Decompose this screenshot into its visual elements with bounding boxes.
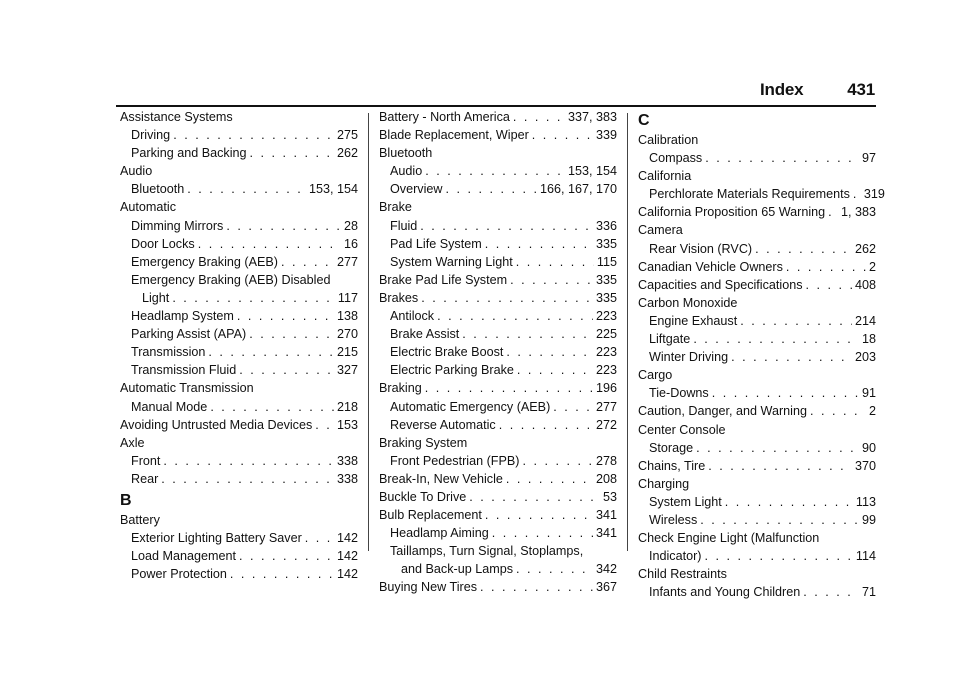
index-entry: [379, 307, 617, 325]
entry-term: Transmission Fluid: [131, 363, 237, 378]
index-entry: [638, 276, 876, 294]
index-heading: Audio: [120, 164, 153, 179]
leader-dots: [803, 583, 859, 601]
leader-dots: [786, 258, 866, 276]
entry-term: Exterior Lighting Battery Saver: [131, 531, 302, 546]
entry-pages: 91: [861, 386, 876, 401]
leader-dots: [480, 578, 593, 596]
index-heading: Charging: [638, 476, 690, 491]
entry-term: Pad Life System: [390, 236, 482, 251]
entry-term: Storage: [649, 440, 694, 455]
entry-term: Buckle To Drive: [379, 489, 467, 504]
index-entry: [120, 565, 358, 583]
entry-term: Fluid: [390, 218, 418, 233]
index-heading: Automatic Transmission: [120, 381, 254, 396]
index-entry: [638, 203, 876, 221]
entry-pages: 208: [595, 471, 617, 486]
index-entry: [120, 361, 358, 379]
index-entry: [120, 416, 358, 434]
index-heading: Braking System: [379, 435, 468, 450]
entry-pages: 203: [854, 350, 876, 365]
entry-term: Infants and Young Children: [649, 585, 801, 600]
entry-pages: 196: [595, 381, 617, 396]
index-entry: [638, 583, 876, 601]
entry-pages: 262: [336, 146, 358, 161]
index-entry: [638, 348, 876, 366]
entry-term: Dimming Mirrors: [131, 218, 224, 233]
entry-pages: 223: [595, 363, 617, 378]
index-letter: C: [638, 112, 650, 129]
entry-term: Brake Pad Life System: [379, 272, 508, 287]
index-entry: [379, 162, 617, 180]
leader-dots: [237, 307, 334, 325]
index-entry: [379, 560, 617, 578]
entry-term: Brakes: [379, 290, 419, 305]
leader-dots: [506, 343, 593, 361]
entry-pages: 225: [595, 327, 617, 342]
index-entry: [120, 452, 358, 470]
index-entry: [120, 289, 358, 307]
leader-dots: [506, 470, 593, 488]
leader-dots: [187, 180, 306, 198]
entry-pages: 153, 154: [567, 164, 617, 179]
entry-pages: 335: [595, 272, 617, 287]
entry-term: Buying New Tires: [379, 580, 477, 595]
index-entry: [379, 180, 617, 198]
entry-pages: 223: [595, 345, 617, 360]
index-heading: Brake: [379, 200, 412, 215]
entry-term: Headlamp Aiming: [390, 526, 489, 541]
index-entry: [120, 547, 358, 565]
entry-pages: 367: [595, 580, 617, 595]
index-entry: [638, 312, 876, 330]
entry-term: Overview: [390, 182, 443, 197]
index-heading: Automatic: [120, 200, 176, 215]
index-heading: Carbon Monoxide: [638, 295, 738, 310]
index-entry: [638, 493, 876, 511]
index-entry: [120, 470, 358, 488]
index-heading: Emergency Braking (AEB) Disabled: [131, 272, 331, 287]
entry-term: Antilock: [390, 309, 435, 324]
index-heading: Taillamps, Turn Signal, Stoplamps,: [390, 544, 584, 559]
leader-dots: [421, 289, 593, 307]
index-entry: [379, 253, 617, 271]
index-entry: [379, 488, 617, 506]
index-heading: Calibration: [638, 133, 699, 147]
entry-term: Headlamp System: [131, 309, 234, 324]
entry-pages: 114: [855, 549, 876, 564]
index-entry: [638, 240, 876, 258]
entry-pages: 275: [336, 128, 358, 143]
index-entry: [120, 307, 358, 325]
entry-term: Front: [131, 453, 161, 468]
entry-pages: 2: [868, 259, 876, 274]
index-entry: [120, 398, 358, 416]
index-entry: [379, 343, 617, 361]
entry-term: Parking Assist (APA): [131, 327, 247, 342]
index-heading: Camera: [638, 223, 683, 238]
index-entry: [120, 144, 358, 162]
entry-pages: 262: [854, 241, 876, 256]
index-entry: [120, 343, 358, 361]
entry-term: Chains, Tire: [638, 458, 706, 473]
index-entry: [638, 402, 876, 420]
section-title: Index: [760, 80, 804, 99]
leader-dots: [513, 108, 565, 126]
entry-pages: 90: [861, 440, 876, 455]
index-entry: [120, 253, 358, 271]
entry-term: Winter Driving: [649, 350, 729, 365]
entry-pages: 142: [336, 549, 358, 564]
leader-dots: [239, 547, 334, 565]
entry-pages: 214: [854, 313, 876, 328]
entry-pages: 338: [336, 453, 358, 468]
leader-dots: [705, 547, 853, 565]
index-entry: [379, 108, 617, 126]
index-entry: [379, 379, 617, 397]
index-column-3: [638, 108, 885, 601]
entry-pages: 272: [595, 417, 617, 432]
entry-pages: 117: [337, 290, 358, 305]
entry-term: Rear: [131, 471, 159, 486]
leader-dots: [499, 416, 593, 434]
leader-dots: [731, 348, 852, 366]
leader-dots: [485, 506, 593, 524]
entry-pages: 277: [336, 254, 358, 269]
entry-term: Liftgate: [649, 332, 691, 347]
index-column-1: [120, 108, 358, 583]
entry-pages: 408: [854, 277, 876, 292]
index-heading: Center Console: [638, 422, 726, 437]
entry-pages: 335: [595, 290, 617, 305]
index-entry: [120, 126, 358, 144]
entry-pages: 71: [861, 585, 876, 600]
index-entry: [379, 325, 617, 343]
entry-pages: 336: [595, 218, 617, 233]
leader-dots: [708, 457, 852, 475]
index-entry: [638, 384, 876, 402]
leader-dots: [230, 565, 334, 583]
index-entry: [120, 180, 358, 198]
entry-pages: 215: [336, 345, 358, 360]
index-entry: [120, 529, 358, 547]
entry-term: Bluetooth: [131, 182, 185, 197]
leader-dots: [853, 185, 861, 203]
entry-pages: 1, 383: [840, 205, 876, 220]
index-entry: [379, 289, 617, 307]
entry-term: Canadian Vehicle Owners: [638, 259, 783, 274]
leader-dots: [700, 511, 859, 529]
entry-term: Avoiding Untrusted Media Devices: [120, 417, 313, 432]
entry-term: Light: [142, 290, 170, 305]
entry-pages: 338: [336, 471, 358, 486]
leader-dots: [305, 529, 334, 547]
entry-term: Engine Exhaust: [649, 313, 738, 328]
entry-pages: 28: [343, 218, 358, 233]
entry-pages: 327: [336, 363, 358, 378]
index-heading: Child Restraints: [638, 567, 727, 582]
leader-dots: [485, 235, 593, 253]
index-entry: [379, 235, 617, 253]
entry-pages: 278: [595, 453, 617, 468]
leader-dots: [172, 289, 335, 307]
entry-pages: 342: [595, 562, 617, 577]
entry-term: Caution, Danger, and Warning: [638, 404, 807, 419]
index-heading: Assistance Systems: [120, 110, 233, 124]
entry-term: System Light: [649, 494, 722, 509]
entry-term: Audio: [390, 164, 423, 179]
entry-term: Perchlorate Materials Requirements: [649, 187, 850, 202]
header-rule: [116, 105, 876, 107]
entry-term: Driving: [131, 128, 171, 143]
entry-term: Braking: [379, 381, 422, 396]
entry-term: Break-In, New Vehicle: [379, 471, 503, 486]
entry-term: Bulb Replacement: [379, 508, 482, 523]
index-entry: [120, 325, 358, 343]
entry-pages: 153: [336, 417, 358, 432]
index-entry: [379, 452, 617, 470]
entry-term: System Warning Light: [390, 254, 513, 269]
leader-dots: [469, 488, 600, 506]
entry-pages: 223: [595, 309, 617, 324]
index-column-2: [379, 108, 617, 597]
entry-pages: 218: [336, 399, 358, 414]
entry-pages: 99: [861, 512, 876, 527]
index-entry: [638, 511, 876, 529]
leader-dots: [249, 325, 334, 343]
leader-dots: [163, 452, 334, 470]
entry-term: Brake Assist: [390, 327, 460, 342]
entry-term: Manual Mode: [131, 399, 208, 414]
index-entry: [638, 185, 885, 203]
entry-pages: 142: [336, 567, 358, 582]
index-entry: [379, 470, 617, 488]
entry-term: Electric Parking Brake: [390, 363, 514, 378]
index-entry: [638, 439, 876, 457]
entry-term: Indicator): [649, 549, 702, 564]
leader-dots: [516, 560, 593, 578]
leader-dots: [696, 439, 859, 457]
entry-term: Capacities and Specifications: [638, 277, 803, 292]
leader-dots: [740, 312, 852, 330]
entry-pages: 113: [855, 494, 876, 509]
leader-dots: [425, 379, 593, 397]
index-entry: [379, 524, 617, 542]
leader-dots: [516, 253, 594, 271]
entry-pages: 2: [868, 404, 876, 419]
leader-dots: [281, 253, 334, 271]
entry-term: Automatic Emergency (AEB): [390, 399, 551, 414]
leader-dots: [198, 235, 341, 253]
entry-term: Door Locks: [131, 236, 195, 251]
leader-dots: [437, 307, 593, 325]
entry-pages: 335: [595, 236, 617, 251]
entry-pages: 337, 383: [567, 110, 617, 124]
entry-term: Wireless: [649, 512, 698, 527]
leader-dots: [462, 325, 593, 343]
entry-pages: 18: [861, 332, 876, 347]
entry-pages: 138: [336, 309, 358, 324]
entry-term: California Proposition 65 Warning: [638, 205, 826, 220]
entry-pages: 270: [336, 327, 358, 342]
entry-term: Battery - North America: [379, 110, 510, 124]
index-entry: [120, 217, 358, 235]
column-divider: [627, 113, 628, 551]
entry-term: Emergency Braking (AEB): [131, 254, 278, 269]
index-heading: Bluetooth: [379, 146, 433, 161]
leader-dots: [250, 144, 334, 162]
leader-dots: [226, 217, 341, 235]
entry-pages: 341: [595, 526, 617, 541]
entry-term: Power Protection: [131, 567, 227, 582]
column-divider: [368, 113, 369, 551]
leader-dots: [755, 240, 852, 258]
entry-pages: 319: [863, 187, 885, 202]
entry-pages: 16: [343, 236, 358, 251]
index-entry: [638, 547, 876, 565]
entry-pages: 166, 167, 170: [539, 182, 617, 197]
leader-dots: [208, 343, 334, 361]
entry-term: Blade Replacement, Wiper: [379, 128, 529, 143]
entry-pages: 142: [336, 531, 358, 546]
entry-term: Parking and Backing: [131, 146, 247, 161]
leader-dots: [725, 493, 853, 511]
entry-term: Load Management: [131, 549, 237, 564]
index-entry: [379, 578, 617, 596]
entry-term: Electric Brake Boost: [390, 345, 504, 360]
leader-dots: [173, 126, 334, 144]
index-entry: [638, 258, 876, 276]
page-header: [760, 80, 875, 100]
entry-term: Compass: [649, 151, 703, 166]
entry-pages: 341: [595, 508, 617, 523]
index-heading: Check Engine Light (Malfunction: [638, 531, 820, 546]
leader-dots: [517, 361, 593, 379]
index-letter: B: [120, 491, 132, 509]
entry-term: and Back-up Lamps: [401, 562, 514, 577]
index-entry: [379, 361, 617, 379]
leader-dots: [420, 217, 593, 235]
leader-dots: [445, 180, 536, 198]
entry-pages: 370: [854, 458, 876, 473]
leader-dots: [161, 470, 334, 488]
leader-dots: [828, 203, 838, 221]
index-heading: Battery: [120, 512, 160, 527]
leader-dots: [532, 126, 593, 144]
leader-dots: [425, 162, 565, 180]
index-entry: [379, 271, 617, 289]
page-number: 431: [847, 80, 875, 99]
entry-term: Transmission: [131, 345, 206, 360]
leader-dots: [210, 398, 334, 416]
leader-dots: [510, 271, 593, 289]
entry-pages: 53: [602, 489, 617, 504]
entry-term: Rear Vision (RVC): [649, 241, 753, 256]
leader-dots: [806, 276, 852, 294]
index-entry: [638, 149, 876, 167]
index-entry: [379, 126, 617, 144]
index-entry: [379, 217, 617, 235]
index-entry: [638, 330, 876, 348]
entry-pages: 97: [861, 151, 876, 166]
entry-term: Front Pedestrian (FPB): [390, 453, 520, 468]
index-entry: [120, 235, 358, 253]
index-entry: [379, 506, 617, 524]
leader-dots: [712, 384, 859, 402]
leader-dots: [553, 398, 593, 416]
entry-pages: 277: [595, 399, 617, 414]
index-entry: [379, 416, 617, 434]
entry-term: Tie-Downs: [649, 386, 709, 401]
leader-dots: [705, 149, 859, 167]
leader-dots: [810, 402, 866, 420]
leader-dots: [239, 361, 334, 379]
leader-dots: [522, 452, 593, 470]
entry-pages: 339: [595, 128, 617, 143]
index-heading: Cargo: [638, 368, 673, 383]
entry-term: Reverse Automatic: [390, 417, 496, 432]
index-entry: [379, 398, 617, 416]
leader-dots: [492, 524, 593, 542]
entry-pages: 115: [596, 254, 617, 269]
entry-pages: 153, 154: [308, 182, 358, 197]
leader-dots: [315, 416, 334, 434]
index-heading: California: [638, 169, 692, 184]
leader-dots: [693, 330, 859, 348]
index-heading: Axle: [120, 435, 145, 450]
index-entry: [638, 457, 876, 475]
